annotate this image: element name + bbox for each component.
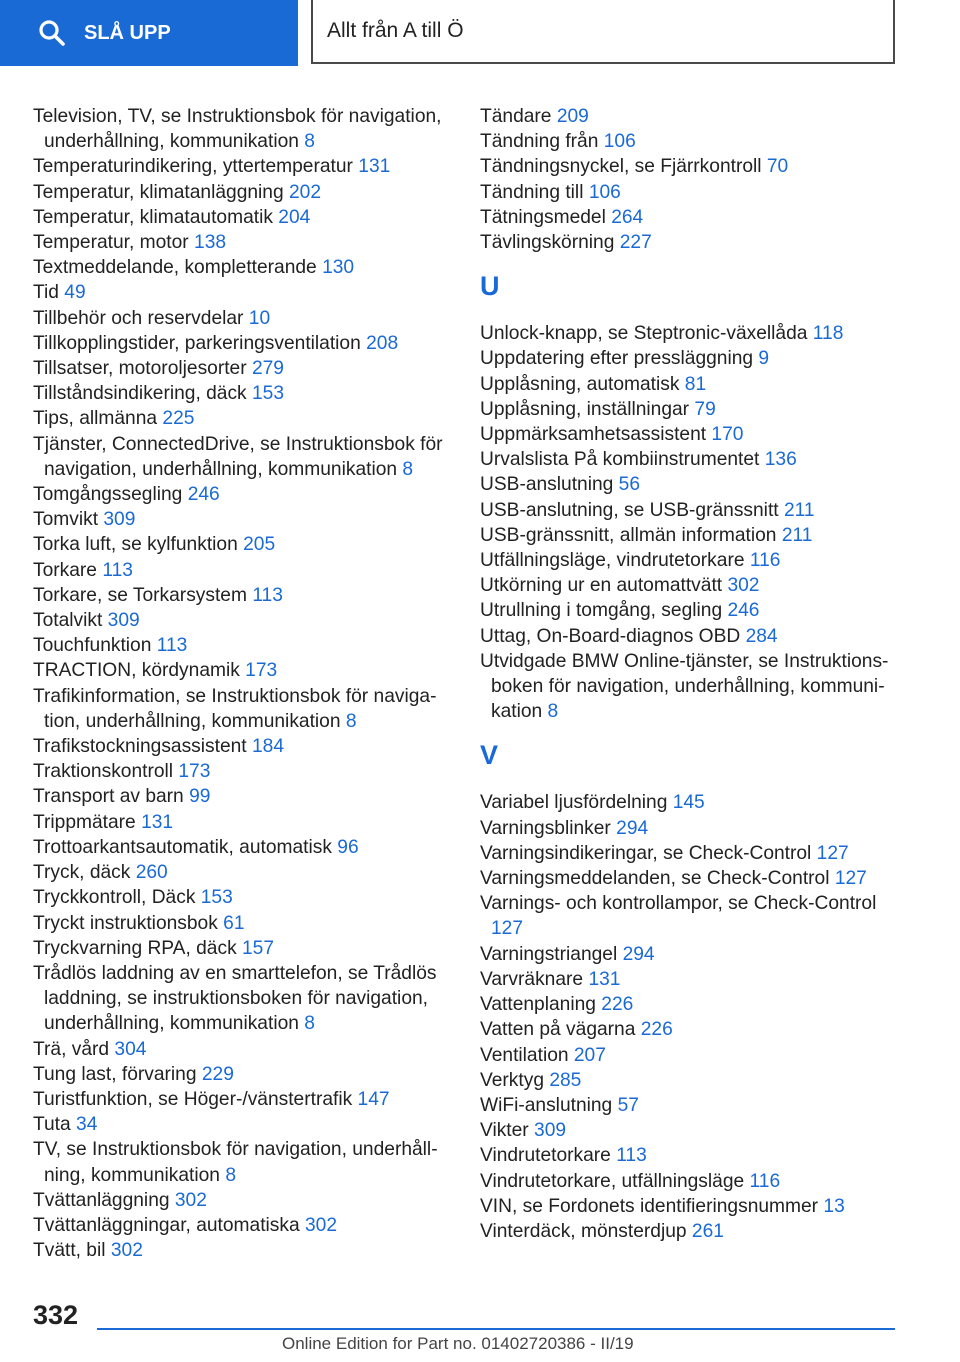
index-entry-text: Trafikinformation, se Instruktionsbok för navigation, underhållning, kommunikation [33, 685, 437, 732]
index-entry-text: Totalvikt [33, 610, 103, 632]
page-number: 332 [33, 1300, 79, 1330]
index-entry [480, 1219, 910, 1244]
page-link[interactable]: 145 [672, 792, 705, 814]
index-entry [33, 810, 453, 835]
index-entry-text: Uppmärksamhetsassistent [480, 424, 707, 446]
index-entry-text: TV, se Instruktionsbok för navigation, underhållning, kommunikation [33, 1139, 438, 1186]
index-entry [33, 759, 453, 784]
page-link[interactable]: 8 [402, 458, 414, 480]
index-entry [480, 523, 910, 548]
edition-text: Online Edition for Part no. 01402720386 - II/19 [282, 1334, 634, 1353]
page-link[interactable]: 127 [491, 918, 524, 940]
index-entry [33, 306, 453, 331]
index-entry-text: Varningsmeddelanden, se Check-Control [480, 868, 830, 890]
page-link[interactable]: 302 [305, 1214, 338, 1236]
index-column-right [480, 104, 910, 1244]
index-entry [480, 397, 910, 422]
index-entry-text: Tillbehör och reservdelar [33, 307, 244, 329]
index-entry [33, 1112, 453, 1137]
index-entry [480, 1017, 910, 1042]
index-entry [33, 104, 453, 154]
index-entry [480, 180, 910, 205]
index-entry-text: Tändare [480, 106, 552, 127]
page-link[interactable]: 113 [252, 584, 283, 606]
page-link[interactable]: 113 [616, 1145, 647, 1167]
index-entry-text: Tryck, däck [33, 862, 131, 884]
page-link[interactable]: 113 [102, 559, 133, 581]
index-entry-text: Tryckt instruktionsbok [33, 912, 218, 934]
index-entry-text: WiFi-anslutning [480, 1094, 613, 1116]
page-link[interactable]: 153 [200, 887, 233, 909]
index-entry-text: Tomvikt [33, 509, 99, 531]
index-entry [33, 860, 453, 885]
index-entry [33, 633, 453, 658]
index-entry-text: Tuta [33, 1114, 71, 1136]
page-link[interactable]: 284 [745, 625, 778, 647]
index-entry-text: Varvräknare [480, 968, 584, 990]
page-link[interactable]: 113 [156, 635, 188, 657]
index-entry [33, 1062, 453, 1087]
index-entry-text: Tung last, förvaring [33, 1063, 197, 1085]
page-link[interactable]: 138 [194, 232, 227, 254]
page-link[interactable]: 264 [611, 206, 644, 228]
index-entry [480, 992, 910, 1017]
index-entry [480, 548, 910, 573]
page-link[interactable]: 302 [174, 1189, 207, 1211]
index-letter-heading: U [480, 271, 500, 302]
index-entry-text: Tvätt, bil [33, 1240, 106, 1262]
index-entry-text: Traktionskontroll [33, 761, 174, 783]
page-link[interactable]: 147 [357, 1088, 390, 1110]
index-entry-text: Tillsatser, motoroljesorter [33, 358, 247, 380]
index-entry-text: Tillståndsindikering, däck [33, 383, 247, 405]
index-entry-text: TRACTION, kördynamik [33, 660, 240, 682]
page-link[interactable]: 226 [601, 994, 634, 1016]
page-link[interactable]: 49 [64, 282, 86, 304]
page-link[interactable]: 294 [616, 817, 649, 839]
index-entry [33, 1213, 453, 1238]
index-entry-text: Tryckvarning RPA, däck [33, 937, 237, 959]
page-link[interactable]: 8 [225, 1164, 236, 1186]
index-entry-text: Torka luft, se kylfunktion [33, 534, 238, 556]
page-link[interactable]: 209 [556, 106, 589, 127]
index-entry [480, 866, 910, 891]
page-link[interactable]: 226 [640, 1019, 673, 1041]
index-entry-text: Touchfunktion [33, 635, 152, 657]
page-link[interactable]: 116 [749, 550, 781, 572]
index-entry [33, 1087, 453, 1112]
index-entry-text: Temperatur, klimatautomatik [33, 206, 273, 228]
index-entry [480, 472, 910, 497]
page-link[interactable]: 285 [549, 1069, 582, 1091]
page-link[interactable]: 8 [304, 131, 315, 153]
index-entry-text: Tätningsmedel [480, 206, 606, 228]
page-link[interactable]: 302 [727, 575, 760, 597]
page-title-text: Allt från A till Ö [327, 19, 464, 42]
index-entry-text: Textmeddelande, kompletterande [33, 257, 317, 279]
page-link[interactable]: 153 [252, 383, 285, 405]
index-entry [480, 447, 910, 472]
index-entry [480, 1043, 910, 1068]
index-entry [480, 230, 910, 255]
header [0, 0, 960, 66]
index-entry-text: Trottoarkantsautomatik, automatisk [33, 836, 332, 858]
page-link[interactable]: 261 [691, 1220, 724, 1242]
index-entry-text: Tryckkontroll, Däck [33, 887, 196, 909]
index-entry-text: Tändning till [480, 181, 584, 203]
index-entry [480, 1118, 910, 1143]
index-entry [480, 498, 910, 523]
index-entry [480, 790, 910, 815]
index-entry [480, 649, 910, 725]
index-entry [480, 1093, 910, 1118]
index-entry-text: Varningstriangel [480, 943, 618, 965]
page-link[interactable]: 227 [619, 232, 652, 254]
search-icon [38, 19, 66, 47]
index-entry [480, 573, 910, 598]
index-entry [33, 507, 453, 532]
index-entry-text: Tändning från [480, 131, 599, 153]
index-entry-text: Upplåsning, inställningar [480, 398, 690, 420]
index-entry-text: Vindrutetorkare, utfällningsläge [480, 1170, 745, 1192]
page-link[interactable]: 207 [573, 1044, 606, 1066]
index-entry-text: Temperaturindikering, yttertemperatur [33, 156, 353, 178]
index-entry-text: Tvättanläggningar, automatiska [33, 1214, 300, 1236]
page-link[interactable]: 204 [278, 206, 311, 228]
page-link[interactable]: 246 [187, 484, 220, 506]
index-entry-text: Tomgångssegling [33, 484, 183, 506]
page-title [311, 0, 895, 64]
index-entry-text: Varningsindikeringar, se Check-Control [480, 842, 812, 864]
index-entry-text: Tändningsnyckel, se Fjärrkontroll [480, 156, 762, 178]
search-button[interactable] [0, 0, 298, 66]
page-link[interactable]: 225 [162, 408, 195, 430]
index-entry-text: VIN, se Fordonets identifieringsnummer [480, 1195, 819, 1217]
page-link[interactable]: 309 [103, 509, 136, 531]
index-entry [33, 280, 453, 305]
index-entry [480, 1068, 910, 1093]
index-entry-text: Utvidgade BMW Online-tjänster, se Instruktionsboken för navigation, underhållning, kommunikation [480, 650, 889, 723]
page-link[interactable]: 118 [812, 323, 844, 345]
index-entry-text: Turistfunktion, se Höger-/vänstertrafik [33, 1088, 353, 1110]
index-entry [33, 558, 453, 583]
index-entry-text: Vatten på vägarna [480, 1019, 636, 1041]
page-link[interactable]: 127 [834, 868, 867, 890]
page-link[interactable]: 34 [76, 1114, 98, 1136]
index-entry-text: Tillkopplingstider, parkeringsventilation [33, 332, 361, 354]
index-entry [480, 154, 910, 179]
index-entry [480, 1194, 910, 1219]
page-link[interactable]: 70 [766, 156, 789, 178]
index-entry-text: Vattenplaning [480, 994, 596, 1016]
index-entry-text: Temperatur, motor [33, 232, 189, 254]
index-entry [33, 583, 453, 608]
page-link[interactable]: 211 [783, 499, 815, 521]
index-entry-text: USB-anslutning, se USB-gränssnitt [480, 499, 779, 521]
page-link[interactable]: 202 [289, 181, 322, 203]
index-entry [33, 180, 453, 205]
index-entry-text: Verktyg [480, 1069, 544, 1091]
page-link[interactable]: 127 [816, 842, 849, 864]
page-link[interactable]: 106 [603, 131, 636, 153]
index-entry [33, 1238, 453, 1263]
index-entry [480, 967, 910, 992]
index-entry [33, 230, 453, 255]
index-entry-text: Urvalslista På kombiinstrumentet [480, 449, 760, 471]
index-entry [33, 961, 453, 1037]
index-entry [33, 885, 453, 910]
page-link[interactable]: 211 [781, 524, 813, 546]
index-entry-text: Torkare, se Torkarsystem [33, 584, 247, 606]
index-entry-text: Vinterdäck, mönsterdjup [480, 1220, 687, 1242]
index-entry-text: Uttag, On-Board-diagnos OBD [480, 625, 741, 647]
index-entry [33, 1188, 453, 1213]
index-entry [480, 422, 910, 447]
page-link[interactable]: 8 [547, 701, 559, 723]
index-entry [33, 911, 453, 936]
footer-divider [97, 1328, 895, 1330]
page-link[interactable]: 260 [135, 862, 168, 884]
page-link[interactable]: 157 [242, 937, 275, 959]
page-link[interactable]: 57 [617, 1094, 639, 1116]
page-link[interactable]: 246 [727, 600, 760, 622]
index-entry-text: Ventilation [480, 1044, 569, 1066]
index-entry [33, 835, 453, 860]
index-entry [480, 816, 910, 841]
page-link[interactable]: 81 [684, 373, 707, 395]
page-link[interactable]: 184 [251, 736, 284, 758]
page-link[interactable]: 61 [223, 912, 245, 934]
page-link[interactable]: 116 [749, 1170, 781, 1192]
index-entry-text: Temperatur, klimatanläggning [33, 181, 284, 203]
index-entry-text: Tid [33, 282, 59, 304]
page-link[interactable]: 302 [110, 1240, 143, 1262]
index-entry [33, 936, 453, 961]
index-entry [33, 205, 453, 230]
index-entry [480, 205, 910, 230]
page-link[interactable]: 304 [114, 1038, 147, 1060]
index-entry [33, 482, 453, 507]
index-entry-text: Varningsblinker [480, 817, 611, 839]
index-entry-text: Tävlingskörning [480, 232, 615, 254]
index-entry-text: Torkare [33, 559, 97, 581]
page-link[interactable]: 205 [243, 534, 276, 556]
page-link[interactable]: 131 [358, 156, 391, 178]
index-entry-text: Varnings- och kontrollampor, se Check-Control [480, 893, 877, 915]
index-entry-text: Television, TV, se Instruktionsbok för navigation, underhållning, kommunikation [33, 106, 442, 153]
index-entry-text: Uppdatering efter pressläggning [480, 348, 754, 370]
index-entry [33, 381, 453, 406]
index-entry [480, 598, 910, 623]
index-entry-text: Unlock-knapp, se Steptronic-växellåda [480, 323, 808, 345]
index-entry-text: USB-gränssnitt, allmän information [480, 524, 777, 546]
page-link[interactable]: 79 [694, 398, 716, 420]
index-entry [33, 406, 453, 431]
index-entry [33, 1137, 453, 1187]
index-entry-text: Trådlös laddning av en smarttelefon, se Trådlös laddning, se instruktionsboken för navigation, underhållning, kommunikation [33, 962, 437, 1035]
page-link[interactable]: 294 [622, 943, 655, 965]
index-entry [480, 372, 910, 397]
index-column-left [33, 104, 453, 1263]
index-entry [480, 891, 910, 941]
index-letter-heading: V [480, 740, 499, 771]
index-entry [480, 624, 910, 649]
page-link[interactable]: 131 [141, 811, 174, 833]
index-entry [480, 1169, 910, 1194]
index-entry-text: Variabel ljusfördelning [480, 792, 668, 814]
index-entry-text: Vikter [480, 1120, 529, 1142]
page-link[interactable]: 8 [304, 1013, 315, 1035]
page-link[interactable]: 173 [178, 761, 211, 783]
page-link[interactable]: 106 [588, 181, 621, 203]
index-entry-text: Vindrutetorkare [480, 1145, 611, 1167]
page-link[interactable]: 130 [322, 257, 355, 279]
index-entry-text: Transport av barn [33, 786, 184, 808]
page-link[interactable]: 173 [245, 660, 278, 682]
page-link[interactable]: 279 [251, 358, 284, 380]
page-link[interactable]: 13 [823, 1195, 845, 1217]
index-entry-text: USB-anslutning [480, 474, 614, 496]
page-link[interactable]: 309 [107, 610, 140, 632]
page-link[interactable]: 56 [618, 474, 641, 496]
page-link[interactable]: 208 [366, 332, 399, 354]
index-entry [33, 532, 453, 557]
index-entry [33, 255, 453, 280]
index-entry [480, 942, 910, 967]
index-entry-text: Tips, allmänna [33, 408, 158, 430]
page-link[interactable]: 136 [764, 449, 797, 471]
index-entry [33, 154, 453, 179]
page-link[interactable]: 99 [189, 786, 211, 808]
index-entry [33, 784, 453, 809]
page-link[interactable]: 229 [201, 1063, 234, 1085]
index-entry [33, 608, 453, 633]
index-entry [480, 129, 910, 154]
index-entry [33, 432, 453, 482]
index-entry-text: Trippmätare [33, 811, 136, 833]
index-entry-text: Trafikstockningsassistent [33, 736, 247, 758]
search-button-label: SLÅ UPP [84, 21, 171, 44]
index-entry-text: Tjänster, ConnectedDrive, se Instruktionsbok för navigation, underhållning, kommunikation [33, 433, 443, 480]
index-entry-text: Tvättanläggning [33, 1189, 170, 1211]
page-link[interactable]: 170 [711, 424, 744, 446]
index-entry [33, 684, 453, 734]
index-entry [33, 1037, 453, 1062]
page-link[interactable]: 96 [337, 836, 359, 858]
index-entry-text: Utkörning ur en automattvätt [480, 575, 723, 597]
index-entry-text: Utfällningsläge, vindrutetorkare [480, 550, 745, 572]
index-entry-text: Trä, vård [33, 1038, 110, 1060]
page-link[interactable]: 9 [758, 348, 770, 370]
index-entry [480, 321, 910, 346]
index-entry [33, 331, 453, 356]
index-entry [480, 346, 910, 371]
index-entry [33, 356, 453, 381]
index-entry-text: Upplåsning, automatisk [480, 373, 680, 395]
page-link[interactable]: 131 [588, 968, 621, 990]
index-entry [480, 1143, 910, 1168]
page-link[interactable]: 309 [534, 1120, 567, 1142]
page-link[interactable]: 10 [248, 307, 271, 329]
index-entry [480, 841, 910, 866]
index-entry [480, 104, 910, 129]
page-link[interactable]: 8 [345, 710, 357, 732]
index-entry-text: Utrullning i tomgång, segling [480, 600, 723, 622]
index-entry [33, 734, 453, 759]
index-entry [33, 658, 453, 683]
